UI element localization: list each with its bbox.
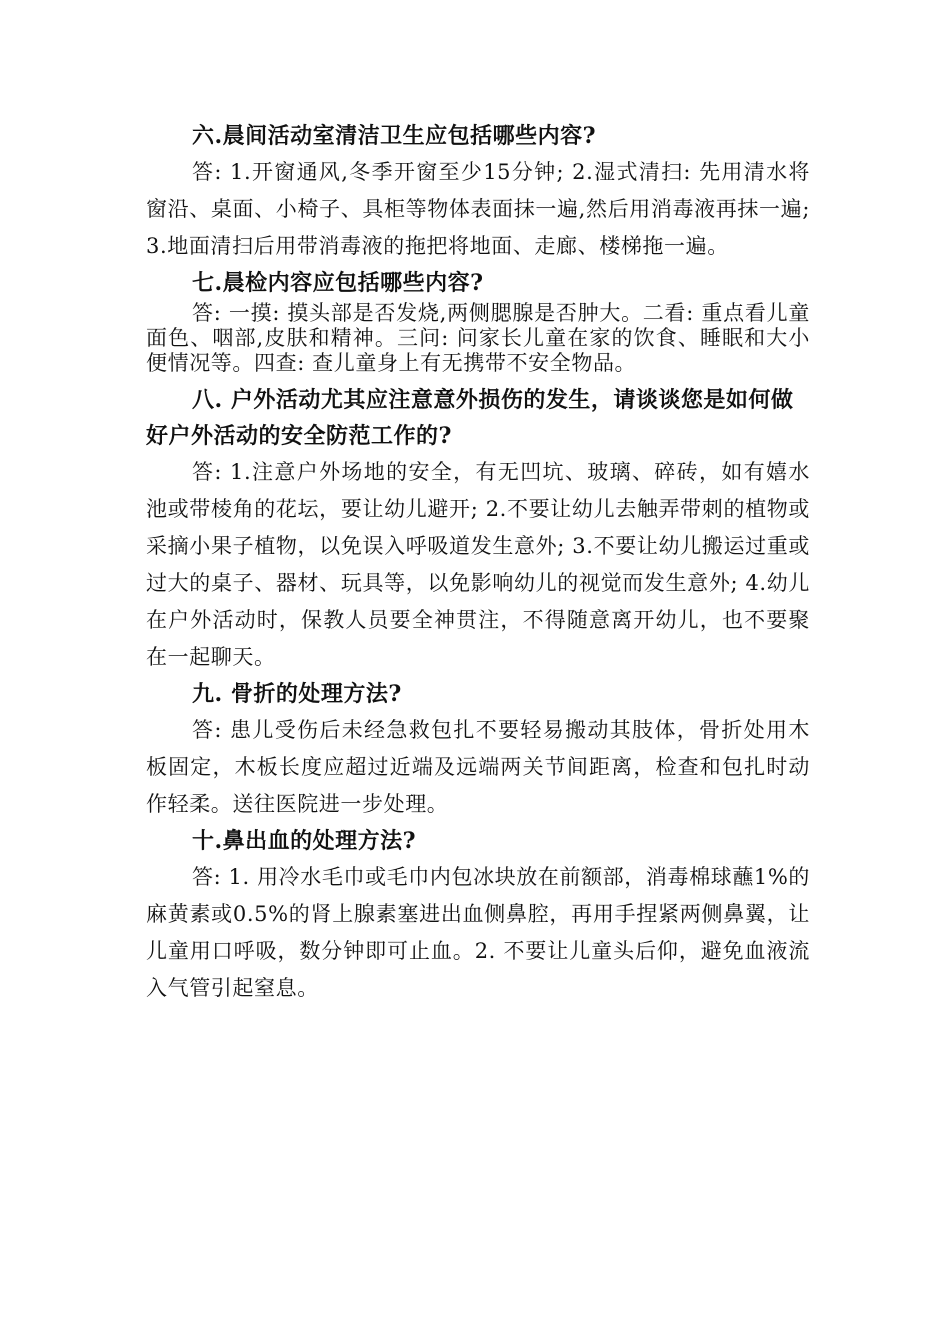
question-6: 六.晨间活动室清洁卫生应包括哪些内容? xyxy=(192,123,597,149)
answer-8: 答: 1.注意户外场地的安全，有无凹坑、玻璃、碎砖，如有嬉水池或带棱角的花坛，要让幼儿避开; 2.不要让幼儿去触弄带刺的植物或采摘小果子植物，以免误入呼吸道发生意外; 3.不要让幼儿搬运过重或过大的桌子、器材、玩具等，以免影响幼儿的视觉而发生意外; 4.幼儿在户外活动时，保教人员要全神贯注，不得随意离开幼儿，也不要聚在一起聊天。 xyxy=(146,460,810,669)
answer-10: 答: 1. 用冷水毛巾或毛巾内包冰块放在前额部，消毒棉球蘸1%的麻黄素或0.5%的肾上腺素塞进出血侧鼻腔，再用手捏紧两侧鼻翼，让儿童用口呼吸，数分钟即可止血。2. 不要让儿童头后仰，避免血液流入气管引起窒息。 xyxy=(146,865,810,1000)
question-7: 七.晨检内容应包括哪些内容? xyxy=(192,270,484,296)
answer-6: 答: 1.开窗通风,冬季开窗至少15分钟; 2.湿式清扫: 先用清水将窗沿、桌面、小椅子、具柜等物体表面抹一遍,然后用消毒液再抹一遍; 3.地面清扫后用带消毒液的拖把将地面、走廊、楼梯拖一遍。 xyxy=(146,160,810,258)
question-9: 九. 骨折的处理方法? xyxy=(192,681,402,707)
question-10: 十.鼻出血的处理方法? xyxy=(192,828,417,854)
answer-7: 答: 一摸: 摸头部是否发烧,两侧腮腺是否肿大。二看: 重点看儿童面色、咽部,皮肤和精神。三问: 问家长儿童在家的饮食、睡眠和大小便情况等。四查: 查儿童身上有无携带不安全物品。 xyxy=(146,301,810,375)
answer-9: 答: 患儿受伤后未经急救包扎不要轻易搬动其肢体，骨折处用木板固定，木板长度应超过近端及远端两关节间距离，检查和包扎时动作轻柔。送往医院进一步处理。 xyxy=(146,718,810,816)
document-body xyxy=(146,118,810,1007)
question-8: 八. 户外活动尤其应注意意外损伤的发生，请谈谈您是如何做好户外活动的安全防范工作的? xyxy=(146,387,794,449)
